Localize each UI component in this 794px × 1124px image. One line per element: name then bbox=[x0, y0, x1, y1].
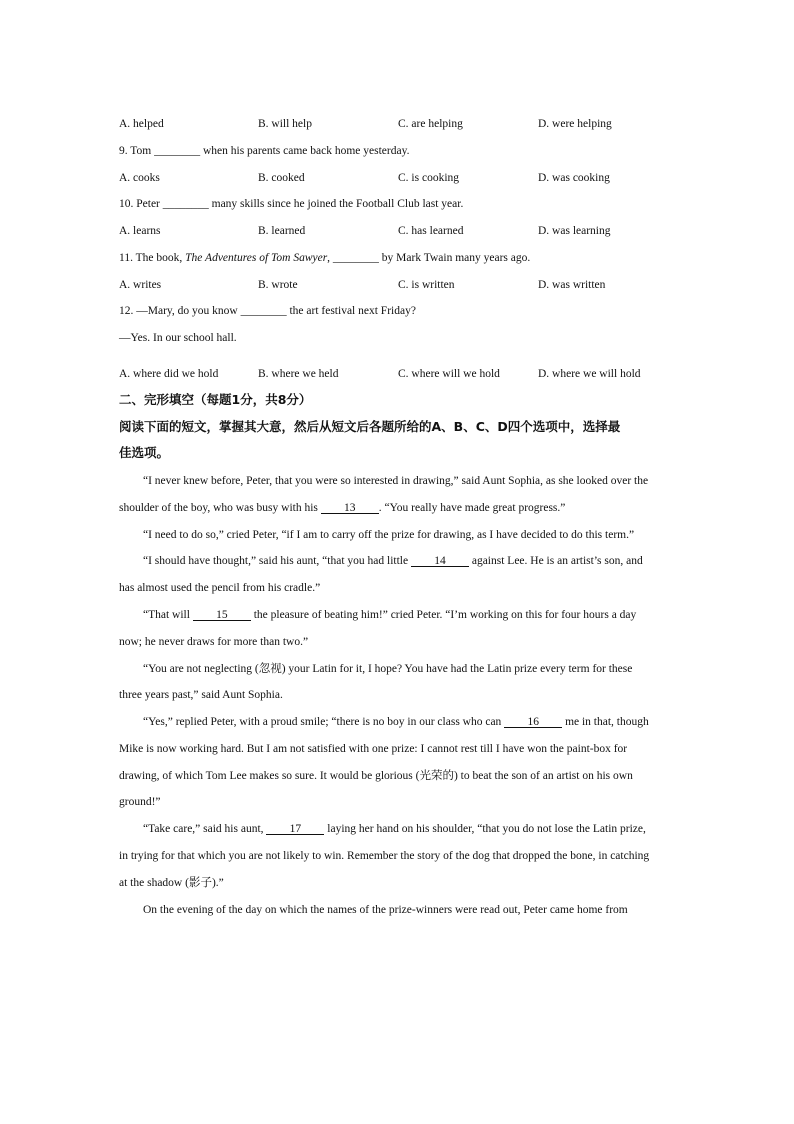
passage-p3-line2: has almost used the pencil from his cradle.” bbox=[119, 582, 321, 594]
passage-p7-line3: at the shadow (影子).” bbox=[119, 877, 224, 889]
blank-13: 13 bbox=[321, 501, 379, 515]
q8-option-d: D. were helping bbox=[538, 118, 612, 130]
passage-p7-line2: in trying for that which you are not likely to win. Remember the story of the dog that dropped the bone, in catching bbox=[119, 850, 650, 862]
passage-p8-line1: On the evening of the day on which the names of the prize-winners were read out, Peter came home from bbox=[143, 904, 628, 916]
q10-stem: 10. Peter ________ many skills since he joined the Football Club last year. bbox=[119, 198, 464, 210]
q11-option-a: A. writes bbox=[119, 279, 162, 291]
q11-stem-pre: 11. The book, bbox=[119, 252, 186, 264]
q10-option-c: C. has learned bbox=[398, 225, 464, 237]
blank-14: 14 bbox=[411, 554, 469, 568]
q9-option-c: C. is cooking bbox=[398, 172, 460, 184]
text-segment: me in that, though bbox=[562, 716, 649, 728]
q11-option-b: B. wrote bbox=[258, 279, 298, 291]
passage-p4-line2: now; he never draws for more than two.” bbox=[119, 636, 309, 648]
passage-p5-line2: three years past,” said Aunt Sophia. bbox=[119, 689, 283, 701]
passage-p7-line1 bbox=[143, 822, 703, 836]
section-instruction-line2: 佳选项。 bbox=[119, 445, 170, 460]
q9-stem: 9. Tom ________ when his parents came back home yesterday. bbox=[119, 145, 410, 157]
q9-option-d: D. was cooking bbox=[538, 172, 610, 184]
passage-p6-line4: ground!” bbox=[119, 796, 161, 808]
text-segment: the pleasure of beating him!” cried Peter. “I’m working on this for four hours a day bbox=[250, 609, 637, 621]
q8-option-b: B. will help bbox=[258, 118, 312, 130]
text-segment: . “You really have made great progress.” bbox=[378, 502, 566, 514]
q8-option-a: A. helped bbox=[119, 118, 164, 130]
section-heading: 二、完形填空（每题1分，共8分） bbox=[119, 392, 312, 407]
text-segment: “Take care,” said his aunt, bbox=[143, 823, 267, 835]
passage-p4-line1 bbox=[143, 608, 703, 622]
text-segment: “I should have thought,” said his aunt, “that you had little bbox=[143, 555, 411, 567]
passage-p2: “I need to do so,” cried Peter, “if I am to carry off the prize for drawing, as I have decided to do this term.” bbox=[143, 529, 635, 541]
blank-15: 15 bbox=[193, 608, 251, 622]
section-instruction-line1: 阅读下面的短文，掌握其大意，然后从短文后各题所给的A、B、C、D四个选项中，选择最 bbox=[119, 419, 621, 434]
q12-stem: 12. —Mary, do you know ________ the art festival next Friday? bbox=[119, 305, 416, 317]
passage-p6-line3: drawing, of which Tom Lee makes so sure. It would be glorious (光荣的) to beat the son of an artist on his own bbox=[119, 770, 633, 782]
q11-book-title: The Adventures of Tom Sawyer bbox=[185, 252, 328, 264]
q11-option-d: D. was written bbox=[538, 279, 606, 291]
q10-option-a: A. learns bbox=[119, 225, 161, 237]
text-segment: shoulder of the boy, who was busy with his bbox=[119, 502, 321, 514]
passage-p1-line1: “I never knew before, Peter, that you were so interested in drawing,” said Aunt Sophia, as she looked over the bbox=[143, 475, 649, 487]
q9-option-b: B. cooked bbox=[258, 172, 305, 184]
text-segment: “Yes,” replied Peter, with a proud smile; “there is no boy in our class who can bbox=[143, 716, 505, 728]
passage-p3-line1 bbox=[143, 554, 703, 568]
blank-16: 16 bbox=[504, 715, 562, 729]
q9-option-a: A. cooks bbox=[119, 172, 160, 184]
text-segment: “That will bbox=[143, 609, 193, 621]
passage-p6-line2: Mike is now working hard. But I am not satisfied with one prize: I cannot rest till I have won the paint-box for bbox=[119, 743, 628, 755]
text-segment: laying her hand on his shoulder, “that you do not lose the Latin prize, bbox=[324, 823, 646, 835]
blank-17: 17 bbox=[266, 822, 324, 836]
text-segment: against Lee. He is an artist’s son, and bbox=[468, 555, 643, 567]
passage-p6-line1 bbox=[143, 715, 703, 729]
passage-p1-line2 bbox=[119, 501, 679, 515]
q10-option-b: B. learned bbox=[258, 225, 306, 237]
q12-option-c: C. where will we hold bbox=[398, 368, 500, 380]
q8-option-c: C. are helping bbox=[398, 118, 463, 130]
q12-option-a: A. where did we hold bbox=[119, 368, 219, 380]
q12-option-b: B. where we held bbox=[258, 368, 339, 380]
q12-option-d: D. where we will hold bbox=[538, 368, 641, 380]
q10-option-d: D. was learning bbox=[538, 225, 611, 237]
q11-stem-post: , ________ by Mark Twain many years ago. bbox=[327, 252, 531, 264]
passage-p5-line1: “You are not neglecting (忽视) your Latin for it, I hope? You have had the Latin prize every term for these bbox=[143, 663, 633, 675]
q12-reply: —Yes. In our school hall. bbox=[119, 332, 237, 344]
q11-option-c: C. is written bbox=[398, 279, 455, 291]
q11-stem bbox=[119, 251, 530, 265]
